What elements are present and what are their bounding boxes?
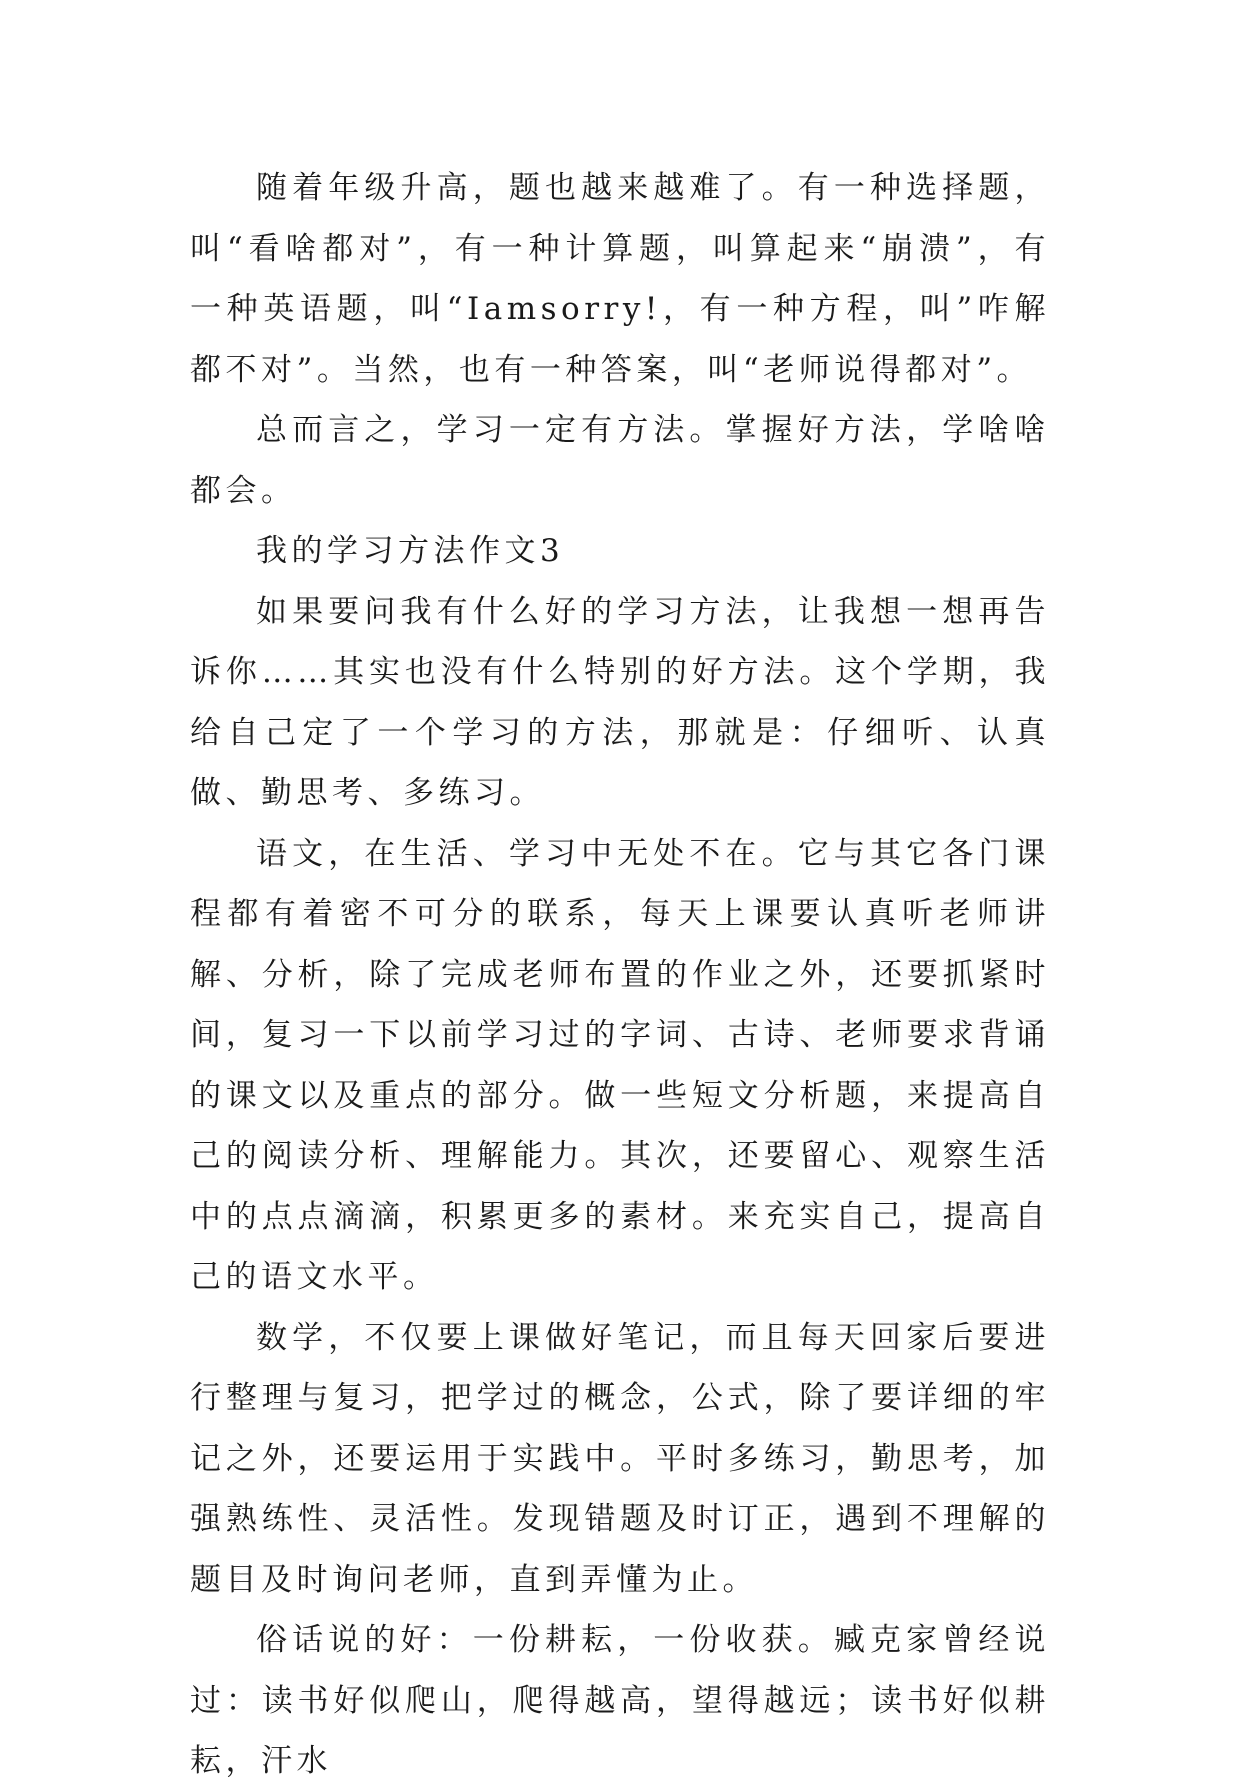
paragraph-chinese: 语文，在生活、学习中无处不在。它与其它各门课程都有着密不可分的联系，每天上课要认真听老师讲解、分析，除了完成老师布置的作业之外，还要抓紧时间，复习一下以前学习过的字词、古诗、老师要求背诵的课文以及重点的部分。做一些短文分析题，来提高自己的阅读分析、理解能力。其次，还要留心、观察生活中的点点滴滴，积累更多的素材。来充实自己，提高自己的语文水平。 (190, 835, 1050, 1295)
essay-title: 我的学习方法作文3 (256, 533, 565, 569)
paragraph-math: 数学，不仅要上课做好笔记，而且每天回家后要进行整理与复习，把学过的概念，公式，除了要详细的牢记之外，还要运用于实践中。平时多练习，勤思考，加强熟练性、灵活性。发现错题及时订正，遇到不理解的题目及时询问老师，直到弄懂为止。 (190, 1319, 1050, 1598)
document-body (190, 158, 1050, 1792)
paragraph-exam-questions: 随着年级升高，题也越来越难了。有一种选择题，叫“看啥都对”，有一种计算题，叫算起来“崩溃”，有一种英语题，叫“Iamsorry!，有一种方程，叫”咋解都不对”。当然，也有一种答案，叫“老师说得都对”。 (190, 170, 1050, 388)
paragraph-summary: 总而言之，学习一定有方法。掌握好方法，学啥啥都会。 (190, 412, 1050, 509)
paragraph-proverb: 俗话说的好：一份耕耘，一份收获。臧克家曾经说过：读书好似爬山，爬得越高，望得越远；读书好似耕耘，汗水 (190, 1622, 1050, 1779)
paragraph-study-method: 如果要问我有什么好的学习方法，让我想一想再告诉你……其实也没有什么特别的好方法。这个学期，我给自己定了一个学习的方法，那就是：仔细听、认真做、勤思考、多练习。 (190, 593, 1050, 811)
